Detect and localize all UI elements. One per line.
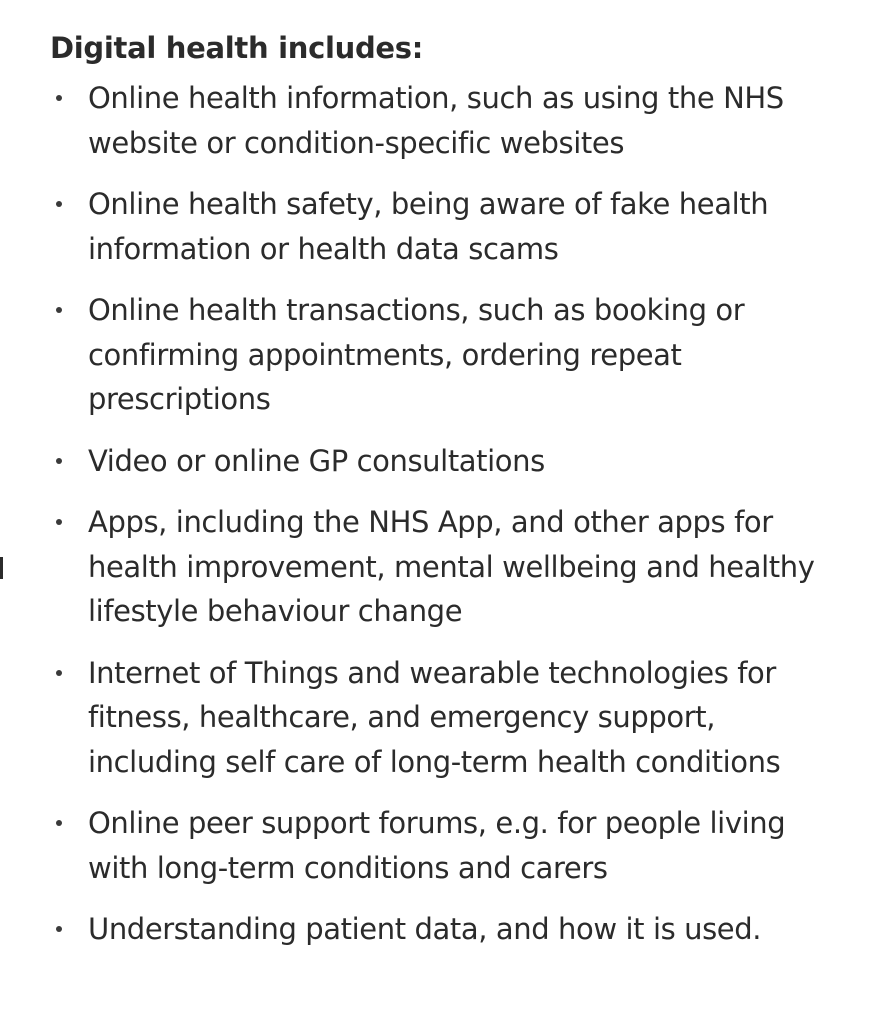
list-item — [50, 651, 850, 785]
document-section — [50, 28, 850, 969]
list-item — [50, 907, 850, 952]
list-item — [50, 288, 850, 422]
bullet-icon — [54, 439, 64, 484]
list-item — [50, 801, 850, 890]
bullet-icon — [54, 76, 64, 121]
list-item — [50, 439, 850, 484]
list-item — [50, 500, 850, 634]
list-item — [50, 76, 850, 165]
bullet-icon — [54, 651, 64, 696]
list-item — [50, 182, 850, 271]
list-item-text: Apps, including the NHS App, and other apps for health improvement, mental wellbeing and healthy lifestyle behaviour change — [88, 505, 815, 628]
list-item-text: Video or online GP consultations — [88, 443, 545, 478]
bullet-icon — [54, 907, 64, 952]
list-item-text: Internet of Things and wearable technologies for fitness, healthcare, and emergency support, including self care of long-term health conditions — [88, 655, 781, 779]
bullet-icon — [54, 182, 64, 227]
list-item-text: Online peer support forums, e.g. for people living with long-term conditions and carers — [88, 806, 786, 885]
bullet-icon — [54, 500, 64, 545]
bullet-icon — [54, 288, 64, 333]
list-item-text: Online health safety, being aware of fake health information or health data scams — [88, 187, 769, 266]
section-heading: Digital health includes: — [50, 31, 424, 65]
digital-health-list — [50, 76, 850, 952]
list-item-text: Online health transactions, such as booking or confirming appointments, ordering repeat prescriptions — [88, 293, 745, 416]
bullet-icon — [54, 801, 64, 846]
list-item-text: Online health information, such as using the NHS website or condition-specific websites — [88, 81, 784, 160]
list-item-text: Understanding patient data, and how it is used. — [88, 912, 762, 946]
left-edge-mark — [0, 557, 3, 579]
